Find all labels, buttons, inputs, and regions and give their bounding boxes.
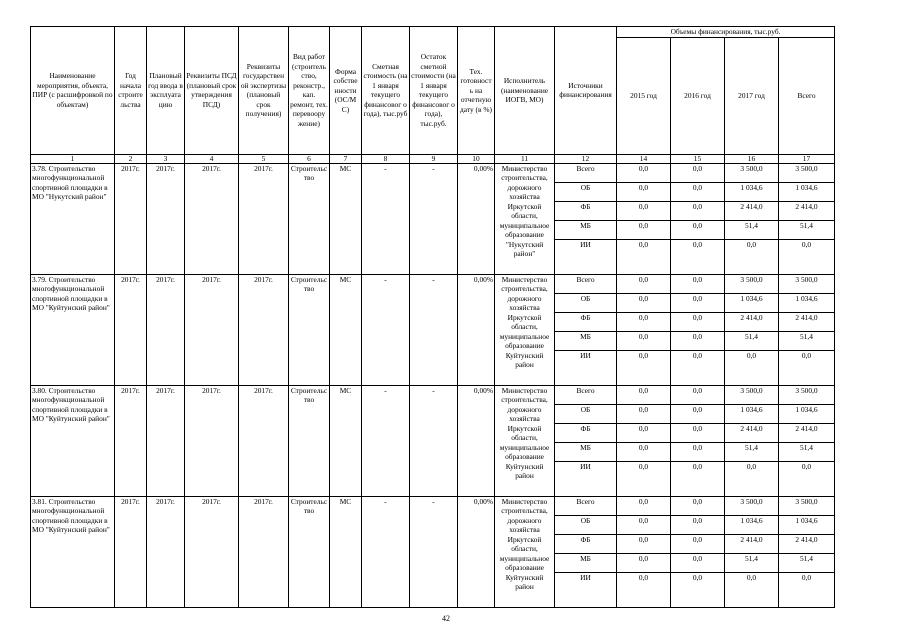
- column-number: 15: [671, 154, 725, 163]
- funding-source: МБ: [555, 553, 617, 572]
- value-2017: 1 034,6: [725, 182, 779, 201]
- value-2017: 3 500,0: [725, 274, 779, 293]
- funding-source: ИИ: [555, 461, 617, 496]
- value-2017: 1 034,6: [725, 515, 779, 534]
- readiness: 0,00%: [458, 274, 495, 385]
- value-total: 1 034,6: [779, 182, 835, 201]
- value-2015: 0,0: [617, 572, 671, 607]
- value-total: 3 500,0: [779, 163, 835, 182]
- value-2015: 0,0: [617, 534, 671, 553]
- header-year-start: Год начала строите льства: [115, 27, 147, 155]
- value-2017: 3 500,0: [725, 385, 779, 404]
- value-2017: 0,0: [725, 350, 779, 385]
- header-2015: 2015 год: [617, 37, 671, 154]
- value-total: 51,4: [779, 442, 835, 461]
- funding-source: ФБ: [555, 312, 617, 331]
- value-2015: 0,0: [617, 163, 671, 182]
- value-total: 51,4: [779, 553, 835, 572]
- readiness: 0,00%: [458, 496, 495, 607]
- value-2016: 0,0: [671, 423, 725, 442]
- funding-source: ОБ: [555, 182, 617, 201]
- value-2016: 0,0: [671, 442, 725, 461]
- executor: Министерство строительства, дорожного хозяйства Иркутской области, муниципальное образование Куйтунский район: [495, 385, 555, 496]
- value-2017: 1 034,6: [725, 404, 779, 423]
- readiness: 0,00%: [458, 163, 495, 274]
- value-2016: 0,0: [671, 312, 725, 331]
- funding-source: ФБ: [555, 534, 617, 553]
- column-number: 3: [147, 154, 185, 163]
- column-number: 6: [289, 154, 330, 163]
- value-2015: 0,0: [617, 461, 671, 496]
- value-total: 0,0: [779, 572, 835, 607]
- value-2015: 0,0: [617, 423, 671, 442]
- column-number: 16: [725, 154, 779, 163]
- plan-year: 2017г.: [147, 274, 185, 385]
- plan-year: 2017г.: [147, 163, 185, 274]
- psd: 2017г.: [185, 496, 239, 607]
- value-2017: 1 034,6: [725, 293, 779, 312]
- value-total: 0,0: [779, 350, 835, 385]
- value-2017: 51,4: [725, 331, 779, 350]
- value-total: 3 500,0: [779, 274, 835, 293]
- year-start: 2017г.: [115, 385, 147, 496]
- table-row: [31, 274, 835, 293]
- remain: -: [410, 163, 458, 274]
- value-total: 2 414,0: [779, 312, 835, 331]
- value-2016: 0,0: [671, 534, 725, 553]
- remain: -: [410, 496, 458, 607]
- funding-source: МБ: [555, 442, 617, 461]
- expertise: 2017г.: [239, 274, 289, 385]
- table-row: [31, 385, 835, 404]
- object-name: 3.81. Строительство многофункциональной спортивной площадки в МО "Куйтунский район": [31, 496, 115, 607]
- funding-source: ФБ: [555, 423, 617, 442]
- value-2017: 51,4: [725, 220, 779, 239]
- ownership: МС: [330, 274, 362, 385]
- value-2015: 0,0: [617, 350, 671, 385]
- object-name: 3.78. Строительство многофункциональной спортивной площадки в МО "Нукутский район": [31, 163, 115, 274]
- value-2017: 3 500,0: [725, 163, 779, 182]
- value-2017: 3 500,0: [725, 496, 779, 515]
- header-work-type: Вид работ (строитель ство, реконстр., кап. ремонт, тех. перевоору жение): [289, 27, 330, 155]
- column-number: 8: [362, 154, 410, 163]
- funding-source: Всего: [555, 385, 617, 404]
- value-total: 51,4: [779, 331, 835, 350]
- executor: Министерство строительства, дорожного хозяйства Иркутской области, муниципальное образование Куйтунский район: [495, 496, 555, 607]
- value-2015: 0,0: [617, 182, 671, 201]
- funding-source: ИИ: [555, 350, 617, 385]
- value-2015: 0,0: [617, 404, 671, 423]
- value-total: 2 414,0: [779, 423, 835, 442]
- work-type: Строительс тво: [289, 274, 330, 385]
- plan-year: 2017г.: [147, 496, 185, 607]
- value-total: 2 414,0: [779, 201, 835, 220]
- value-2017: 0,0: [725, 239, 779, 274]
- funding-source: ИИ: [555, 572, 617, 607]
- column-number: 9: [410, 154, 458, 163]
- header-expertise: Реквизиты государствен ой экспертизы (плановый срок получения): [239, 27, 289, 155]
- executor: Министерство строительства, дорожного хозяйства Иркутской области, муниципальное образование "Нукутский район": [495, 163, 555, 274]
- value-2017: 2 414,0: [725, 423, 779, 442]
- funding-source: ОБ: [555, 515, 617, 534]
- column-number: 4: [185, 154, 239, 163]
- header-remain: Остаток сметной стоимости (на 1 января текущего финансовог о года), тыс.руб.: [410, 27, 458, 155]
- value-2015: 0,0: [617, 293, 671, 312]
- funding-source: МБ: [555, 220, 617, 239]
- psd: 2017г.: [185, 274, 239, 385]
- column-number: 7: [330, 154, 362, 163]
- funding-source: МБ: [555, 331, 617, 350]
- value-2015: 0,0: [617, 442, 671, 461]
- financing-table: [30, 26, 835, 608]
- value-total: 0,0: [779, 239, 835, 274]
- value-total: 2 414,0: [779, 534, 835, 553]
- executor: Министерство строительства, дорожного хозяйства Иркутской области, муниципальное образование Куйтунский район: [495, 274, 555, 385]
- remain: -: [410, 385, 458, 496]
- column-number: 2: [115, 154, 147, 163]
- column-number: 10: [458, 154, 495, 163]
- column-number: 1: [31, 154, 115, 163]
- value-2016: 0,0: [671, 201, 725, 220]
- value-2017: 51,4: [725, 553, 779, 572]
- value-2015: 0,0: [617, 239, 671, 274]
- funding-source: ОБ: [555, 404, 617, 423]
- header-readiness: Тех. готовност ь на отчетную дату (в %): [458, 27, 495, 155]
- value-2016: 0,0: [671, 461, 725, 496]
- header-name: Наименование мероприятия, объекта, ПИР (с расшифровкой по объектам): [31, 27, 115, 155]
- column-number: 5: [239, 154, 289, 163]
- value-2017: 51,4: [725, 442, 779, 461]
- column-number: 14: [617, 154, 671, 163]
- year-start: 2017г.: [115, 274, 147, 385]
- ownership: МС: [330, 385, 362, 496]
- header-executor: Исполнитель (наименование ИОГВ, МО): [495, 27, 555, 155]
- header-estimate: Сметная стоимость (на 1 января текущего финансовог о года), тыс.руб: [362, 27, 410, 155]
- value-2016: 0,0: [671, 163, 725, 182]
- value-2016: 0,0: [671, 553, 725, 572]
- value-2016: 0,0: [671, 404, 725, 423]
- value-2016: 0,0: [671, 350, 725, 385]
- year-start: 2017г.: [115, 163, 147, 274]
- expertise: 2017г.: [239, 385, 289, 496]
- value-2017: 0,0: [725, 461, 779, 496]
- value-2016: 0,0: [671, 182, 725, 201]
- value-2016: 0,0: [671, 239, 725, 274]
- remain: -: [410, 274, 458, 385]
- work-type: Строительс тво: [289, 163, 330, 274]
- column-number: 12: [555, 154, 617, 163]
- psd: 2017г.: [185, 163, 239, 274]
- funding-source: ФБ: [555, 201, 617, 220]
- funding-source: ОБ: [555, 293, 617, 312]
- value-2015: 0,0: [617, 331, 671, 350]
- column-numbers-row: [31, 154, 835, 163]
- value-total: 3 500,0: [779, 496, 835, 515]
- work-type: Строительс тво: [289, 385, 330, 496]
- object-name: 3.79. Строительство многофункциональной спортивной площадки в МО "Куйтунский район": [31, 274, 115, 385]
- header-total: Всего: [779, 37, 835, 154]
- table-header: [31, 27, 835, 155]
- value-2015: 0,0: [617, 496, 671, 515]
- value-2017: 2 414,0: [725, 201, 779, 220]
- header-ownership: Форма собстве нности (ОС/М С): [330, 27, 362, 155]
- header-2016: 2016 год: [671, 37, 725, 154]
- plan-year: 2017г.: [147, 385, 185, 496]
- value-total: 1 034,6: [779, 404, 835, 423]
- value-total: 1 034,6: [779, 293, 835, 312]
- value-2016: 0,0: [671, 220, 725, 239]
- object-name: 3.80. Строительство многофункциональной спортивной площадки в МО "Куйтунский район": [31, 385, 115, 496]
- funding-source: ИИ: [555, 239, 617, 274]
- table-row: [31, 163, 835, 182]
- page-number: 42: [442, 614, 450, 623]
- value-2015: 0,0: [617, 515, 671, 534]
- value-2017: 2 414,0: [725, 312, 779, 331]
- table-row: [31, 496, 835, 515]
- header-funding: Объемы финансирования, тыс.руб.: [617, 27, 835, 38]
- value-2016: 0,0: [671, 385, 725, 404]
- estimate: -: [362, 274, 410, 385]
- column-number: 11: [495, 154, 555, 163]
- value-2015: 0,0: [617, 274, 671, 293]
- value-2015: 0,0: [617, 220, 671, 239]
- funding-source: Всего: [555, 496, 617, 515]
- header-plan-year: Плановый год ввода в эксплуата цию: [147, 27, 185, 155]
- header-2017: 2017 год: [725, 37, 779, 154]
- value-2017: 2 414,0: [725, 534, 779, 553]
- ownership: МС: [330, 496, 362, 607]
- table-body: [31, 154, 835, 607]
- year-start: 2017г.: [115, 496, 147, 607]
- readiness: 0,00%: [458, 385, 495, 496]
- ownership: МС: [330, 163, 362, 274]
- header-sources: Источники финансирования: [555, 27, 617, 155]
- value-2015: 0,0: [617, 312, 671, 331]
- value-2016: 0,0: [671, 496, 725, 515]
- column-number: 17: [779, 154, 835, 163]
- value-2015: 0,0: [617, 201, 671, 220]
- funding-source: Всего: [555, 163, 617, 182]
- value-total: 3 500,0: [779, 385, 835, 404]
- expertise: 2017г.: [239, 163, 289, 274]
- estimate: -: [362, 385, 410, 496]
- value-2016: 0,0: [671, 274, 725, 293]
- value-2016: 0,0: [671, 331, 725, 350]
- value-2015: 0,0: [617, 553, 671, 572]
- value-2016: 0,0: [671, 572, 725, 607]
- header-psd: Реквизиты ПСД (плановый срок утверждения ПСД): [185, 27, 239, 155]
- value-total: 51,4: [779, 220, 835, 239]
- value-2015: 0,0: [617, 385, 671, 404]
- expertise: 2017г.: [239, 496, 289, 607]
- value-2016: 0,0: [671, 515, 725, 534]
- psd: 2017г.: [185, 385, 239, 496]
- funding-source: Всего: [555, 274, 617, 293]
- estimate: -: [362, 163, 410, 274]
- value-total: 1 034,6: [779, 515, 835, 534]
- value-2016: 0,0: [671, 293, 725, 312]
- value-total: 0,0: [779, 461, 835, 496]
- value-2017: 0,0: [725, 572, 779, 607]
- work-type: Строительс тво: [289, 496, 330, 607]
- estimate: -: [362, 496, 410, 607]
